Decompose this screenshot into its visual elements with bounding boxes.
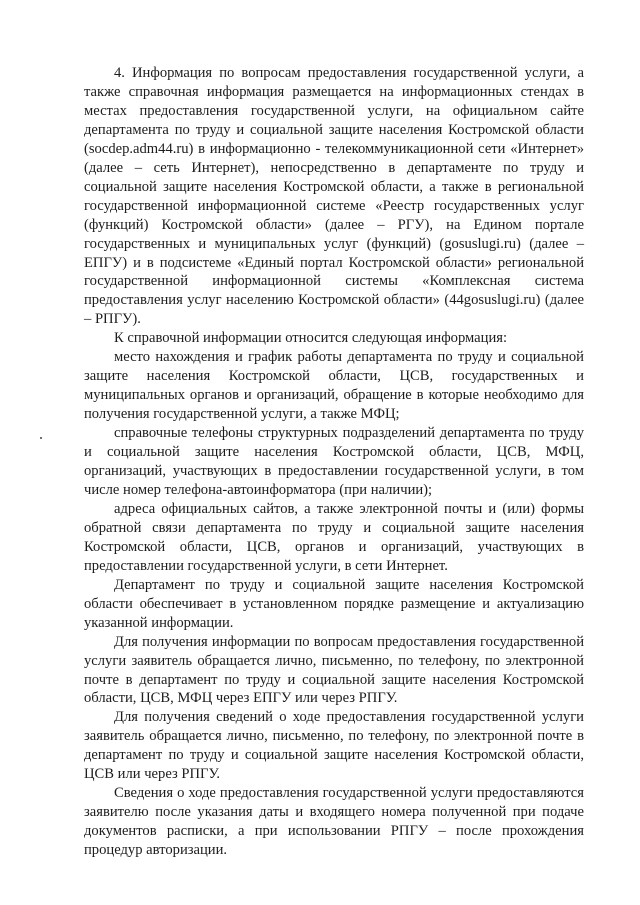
paragraph-websites: адреса официальных сайтов, а также электронной почты и (или) формы обратной связи департамента по труду и социальной защите населения Костромской области, ЦСВ, органов и организаций, участвующих в предоставлении государственной услуги, в сети Интернет. xyxy=(84,500,584,574)
paragraph-phones: справочные телефоны структурных подразделений департамента по труду и социальной защите населения Костромской области, ЦСВ, МФЦ, организаций, участвующих в предоставлении государственной услуги, в том числе номер телефона-автоинформатора (при наличии); xyxy=(84,425,584,498)
paragraph-info-sources: 4. Информация по вопросам предоставления государственной услуги, а также справочная информация размещается на информационных стендах в местах предоставления государственной услуги, на официальном сайте департамента по труду и социальной защите населения Костромской области (socdep.adm44.ru) в информационно - телекоммуникационной сети «Интернет» (далее – сеть Интернет), непосредственно в департаменте по труду и социальной защите населения Костромской области, а также в региональной государственной информационной системе «Реестр государственных услуг (функций) Костромской области» (далее – РГУ), на Едином портале государственных и муниципальных услуг (функций) (gosuslugi.ru) (далее – ЕПГУ) и в подсистеме «Единый портал Костромской области» региональной государственной информационной системы «Комплексная система предоставления услуг населению Костромской области» (44gosuslugi.ru) (далее – РПГУ). xyxy=(84,65,584,328)
paragraph-department-duty: Департамент по труду и социальной защите населения Костромской области обеспечивает в установленном порядке размещение и актуализацию указанной информации. xyxy=(84,576,584,631)
margin-dot xyxy=(40,437,42,439)
paragraph-obtaining-info: Для получения информации по вопросам предоставления государственной услуги заявитель обращается лично, письменно, по телефону, по электронной почте в департамент по труду и социальной защите населения Костромской области, ЦСВ, МФЦ через ЕПГУ или через РПГУ. xyxy=(84,633,584,707)
paragraph-reference-intro: К справочной информации относится следующая информация: xyxy=(114,330,508,347)
paragraph-location-schedule: место нахождения и график работы департамента по труду и социальной защите населения Костромской области, ЦСВ, государственных и муниципальных органов и организаций, обращение в которые необходимо для получения государственной услуги, а также МФЦ; xyxy=(84,349,584,423)
paragraph-progress-info: Для получения сведений о ходе предоставления государственной услуги заявитель обращается лично, письменно, по телефону, по электронной почте в департамент по труду и социальной защите населения Костромской области, ЦСВ или через РПГУ. xyxy=(84,709,584,783)
document-page xyxy=(84,64,584,860)
paragraph-progress-details: Сведения о ходе предоставления государственной услуги предоставляются заявителю после указания даты и входящего номера полученной при подаче документов расписки, а при использовании РПГУ – после прохождения процедур авторизации. xyxy=(84,785,584,859)
